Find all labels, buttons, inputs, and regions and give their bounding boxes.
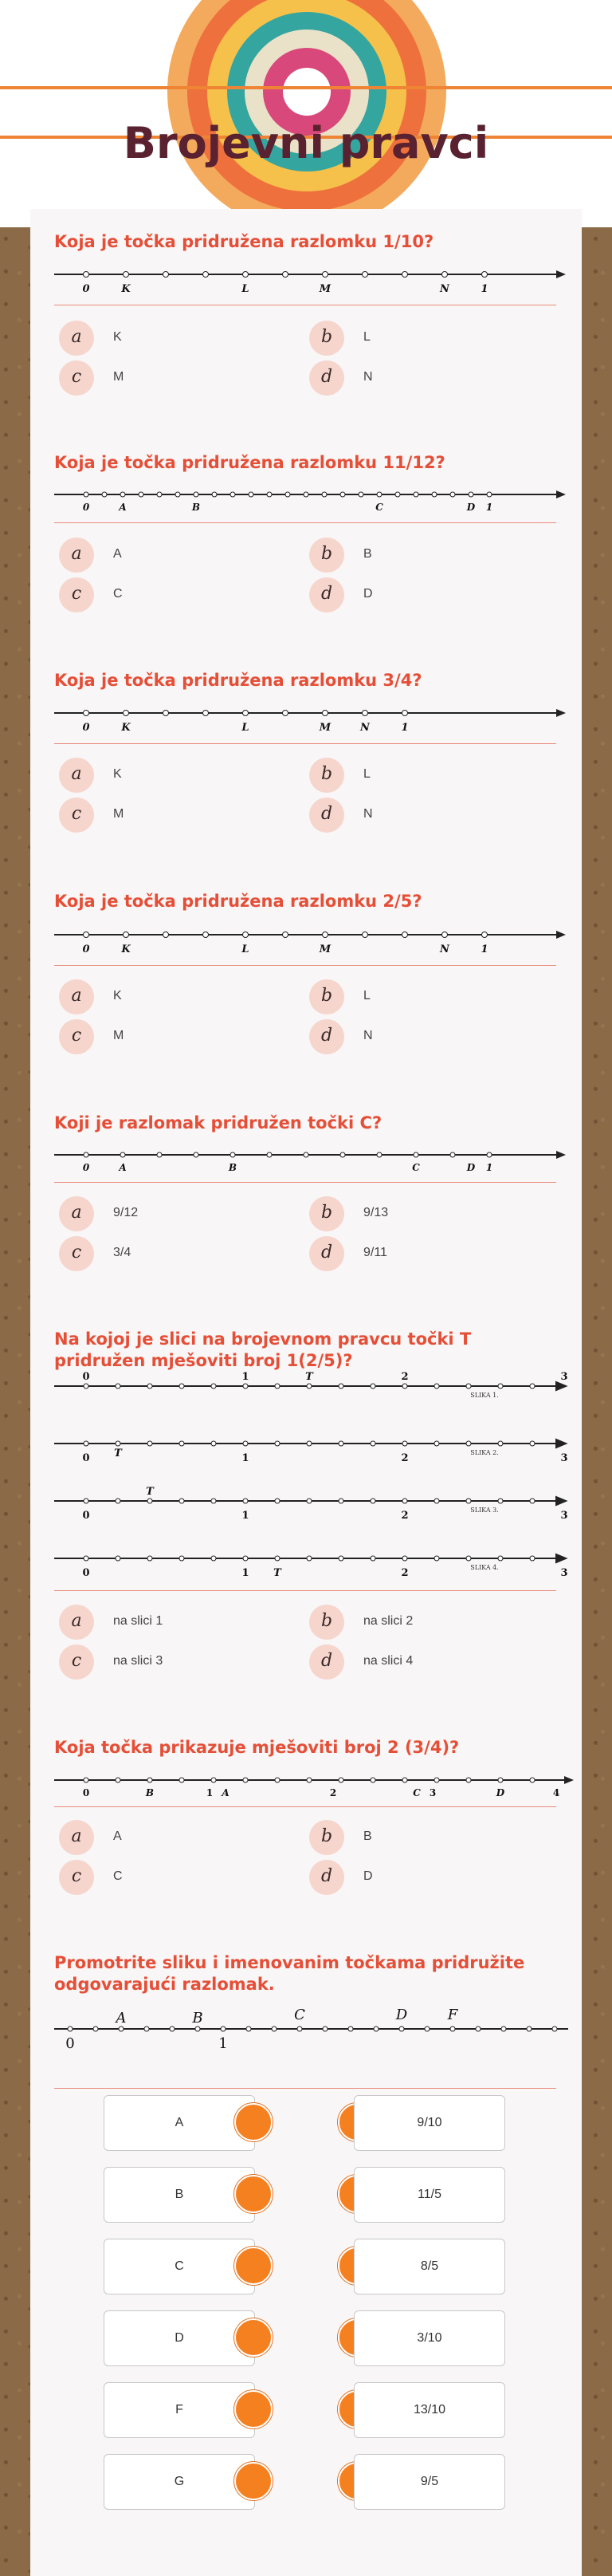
match-right-3-10[interactable]: 3/10: [354, 2310, 505, 2366]
separator: [54, 1182, 556, 1183]
option-label: L: [363, 767, 371, 781]
mandala-decoration: [151, 0, 462, 223]
option-letter: b: [309, 538, 344, 573]
tick-1: 1: [401, 722, 409, 734]
figure-caption: SLIKA 1.: [470, 1392, 499, 1399]
option-letter: b: [309, 321, 344, 356]
tick-2: 2: [329, 1787, 337, 1798]
option-letter: b: [309, 1605, 344, 1640]
tick-1: 1: [481, 283, 488, 295]
option-label: K: [113, 767, 122, 781]
tick-D: D: [466, 502, 476, 513]
option-letter: d: [309, 577, 344, 612]
separator: [54, 1590, 556, 1591]
tick-0: 0: [65, 2035, 75, 2052]
tick-L: L: [241, 722, 249, 734]
tick-M: M: [319, 283, 332, 295]
option-letter: c: [59, 798, 94, 833]
option-label: M: [113, 807, 124, 821]
question-4-text: Koja je točka pridružena razlomku 2/5?: [54, 892, 422, 911]
tick-A: A: [119, 502, 127, 513]
number-line-q8: [54, 2007, 572, 2053]
tick-B: B: [191, 502, 201, 513]
tick-4: 4: [552, 1787, 560, 1798]
option-label: D: [363, 1869, 373, 1883]
question-3: [54, 670, 564, 691]
option-label: C: [113, 1869, 123, 1883]
match-left-C[interactable]: C: [104, 2239, 255, 2294]
match-left-D[interactable]: D: [104, 2310, 255, 2366]
option-label: na slici 4: [363, 1654, 414, 1668]
question-1-text: Koja je točka pridružena razlomku 1/10?: [54, 232, 434, 251]
tick-3: 3: [560, 1510, 568, 1522]
option-letter: c: [59, 1644, 94, 1680]
tick-2: 2: [401, 1510, 409, 1522]
page-title: Brojevni pravci: [123, 118, 489, 168]
question-7: [54, 1737, 564, 1759]
tick-M: M: [319, 722, 332, 734]
tick-0: 0: [82, 1452, 90, 1464]
tick-1: 1: [206, 1787, 214, 1798]
number-line-q5: [54, 1147, 564, 1179]
separator: [54, 2088, 556, 2089]
number-lines-q6: [54, 1371, 568, 1589]
option-letter: b: [309, 979, 344, 1014]
question-3-text: Koja je točka pridružena razlomku 3/4?: [54, 671, 422, 690]
option-label: K: [113, 989, 122, 1002]
match-connector-left[interactable]: [234, 2103, 273, 2141]
option-letter: c: [59, 577, 94, 612]
option-label: A: [113, 1830, 122, 1843]
option-letter: c: [59, 1236, 94, 1271]
option-label: M: [113, 370, 124, 384]
option-letter: d: [309, 798, 344, 833]
option-label: na slici 1: [113, 1614, 163, 1628]
number-line-q3: [54, 705, 564, 737]
option-label: M: [113, 1029, 124, 1042]
match-left-F[interactable]: F: [104, 2382, 255, 2438]
question-5-text: Koji je razlomak pridružen točki C?: [54, 1113, 382, 1132]
option-label: N: [363, 807, 373, 821]
number-line-q2: [54, 486, 564, 518]
tick-0: 0: [82, 1510, 90, 1522]
number-line-q7: [54, 1772, 572, 1804]
tick-0: 0: [82, 1162, 90, 1173]
figure-caption: SLIKA 3.: [470, 1507, 499, 1514]
tick-B: B: [192, 2010, 203, 2027]
tick-T: T: [114, 1448, 122, 1459]
tick-2: 2: [401, 1452, 409, 1464]
option-letter: b: [309, 758, 344, 793]
match-left-B[interactable]: B: [104, 2167, 255, 2223]
tick-T: T: [273, 1567, 281, 1579]
option-letter: a: [59, 321, 94, 356]
match-connector-left[interactable]: [234, 2247, 273, 2285]
tick-1: 1: [218, 2035, 228, 2052]
match-right-11-5[interactable]: 11/5: [354, 2167, 505, 2223]
match-connector-left[interactable]: [234, 2390, 273, 2428]
tick-1: 1: [485, 1162, 493, 1173]
tick-2: 2: [401, 1567, 409, 1579]
tick-0: 0: [82, 1787, 90, 1798]
option-label: 9/13: [363, 1206, 389, 1219]
number-line-q4: [54, 927, 564, 959]
tick-0: 0: [82, 943, 90, 955]
option-letter: d: [309, 1019, 344, 1054]
figure-caption: SLIKA 4.: [470, 1564, 499, 1571]
tick-C: C: [413, 1787, 421, 1798]
tick-N: N: [360, 722, 370, 734]
tick-K: K: [121, 283, 131, 295]
tick-D: D: [395, 2007, 408, 2023]
option-label: L: [363, 989, 371, 1002]
question-8-text: Promotrite sliku i imenovanim točkama pridružite odgovarajući razlomak.: [54, 1953, 525, 1994]
tick-A: A: [222, 1787, 230, 1798]
tick-A: A: [119, 1162, 127, 1173]
option-letter: a: [59, 758, 94, 793]
tick-C: C: [294, 2007, 305, 2023]
option-letter: c: [59, 360, 94, 396]
header-line-top: [0, 86, 612, 89]
tick-A: A: [116, 2010, 127, 2027]
match-connector-left[interactable]: [234, 2175, 273, 2213]
tick-N: N: [440, 283, 449, 295]
separator: [54, 1806, 556, 1807]
tick-1: 1: [241, 1510, 249, 1522]
tick-D: D: [496, 1787, 505, 1798]
quiz-card: [30, 209, 582, 2576]
figure-caption: SLIKA 2.: [470, 1449, 499, 1456]
tick-C: C: [412, 1162, 420, 1173]
tick-K: K: [121, 943, 131, 955]
option-label: L: [363, 330, 371, 344]
option-label: na slici 2: [363, 1614, 414, 1628]
tick-D: D: [466, 1162, 476, 1173]
tick-0: 0: [82, 1371, 90, 1383]
option-letter: b: [309, 1196, 344, 1231]
option-letter: a: [59, 538, 94, 573]
option-label: 9/12: [113, 1206, 139, 1219]
option-label: 9/11: [363, 1246, 387, 1259]
option-label: N: [363, 370, 373, 384]
tick-3: 3: [560, 1567, 568, 1579]
tick-2: 2: [401, 1371, 409, 1383]
match-right-13-10[interactable]: 13/10: [354, 2382, 505, 2438]
tick-1: 1: [481, 943, 488, 955]
tick-K: K: [121, 722, 131, 734]
option-letter: d: [309, 1860, 344, 1895]
option-label: A: [113, 547, 122, 561]
tick-1: 1: [241, 1452, 249, 1464]
tick-0: 0: [82, 1567, 90, 1579]
question-8: [54, 1952, 564, 1995]
question-5: [54, 1113, 564, 1134]
question-7-text: Koja točka prikazuje mješoviti broj 2 (3/4)?: [54, 1738, 460, 1757]
option-letter: c: [59, 1860, 94, 1895]
match-left-A[interactable]: A: [104, 2095, 255, 2151]
question-6: [54, 1329, 564, 1372]
tick-B: B: [228, 1162, 237, 1173]
option-letter: d: [309, 1644, 344, 1680]
tick-0: 0: [82, 722, 90, 734]
tick-3: 3: [560, 1371, 568, 1383]
tick-1: 1: [241, 1567, 249, 1579]
option-letter: a: [59, 1820, 94, 1855]
number-line-q1: [54, 266, 564, 298]
tick-L: L: [241, 943, 249, 955]
option-label: K: [113, 330, 122, 344]
option-letter: a: [59, 1196, 94, 1231]
separator: [54, 522, 556, 523]
header-banner: [0, 0, 612, 227]
tick-T: T: [146, 1486, 154, 1498]
option-label: 3/4: [113, 1246, 131, 1259]
option-letter: d: [309, 1236, 344, 1271]
tick-M: M: [319, 943, 332, 955]
option-label: B: [363, 1830, 372, 1843]
match-connector-left[interactable]: [234, 2318, 273, 2357]
option-label: N: [363, 1029, 373, 1042]
separator: [54, 965, 556, 966]
option-label: B: [363, 547, 372, 561]
match-right-9-10[interactable]: 9/10: [354, 2095, 505, 2151]
tick-0: 0: [82, 283, 90, 295]
match-right-9-5[interactable]: 9/5: [354, 2454, 505, 2510]
option-letter: a: [59, 1605, 94, 1640]
tick-3: 3: [560, 1452, 568, 1464]
tick-T: T: [305, 1371, 313, 1383]
question-1: [54, 231, 564, 253]
tick-1: 1: [241, 1371, 249, 1383]
tick-C: C: [375, 502, 383, 513]
question-6-text: Na kojoj je slici na brojevnom pravcu točki T pridružen mješoviti broj 1(2/5)?: [54, 1329, 472, 1370]
question-4: [54, 891, 564, 912]
question-2-text: Koja je točka pridružena razlomku 11/12?: [54, 453, 445, 472]
match-connector-left[interactable]: [234, 2462, 273, 2500]
match-left-G[interactable]: G: [104, 2454, 255, 2510]
option-letter: b: [309, 1820, 344, 1855]
option-letter: a: [59, 979, 94, 1014]
option-label: D: [363, 587, 373, 601]
tick-3: 3: [429, 1787, 437, 1798]
tick-N: N: [440, 943, 449, 955]
tick-B: B: [145, 1787, 155, 1798]
option-letter: d: [309, 360, 344, 396]
option-label: C: [113, 587, 123, 601]
tick-L: L: [241, 283, 249, 295]
tick-1: 1: [485, 502, 493, 513]
match-right-8-5[interactable]: 8/5: [354, 2239, 505, 2294]
separator: [54, 743, 556, 744]
tick-F: F: [447, 2007, 458, 2023]
question-2: [54, 452, 564, 474]
option-label: na slici 3: [113, 1654, 163, 1668]
option-letter: c: [59, 1019, 94, 1054]
tick-0: 0: [82, 502, 90, 513]
